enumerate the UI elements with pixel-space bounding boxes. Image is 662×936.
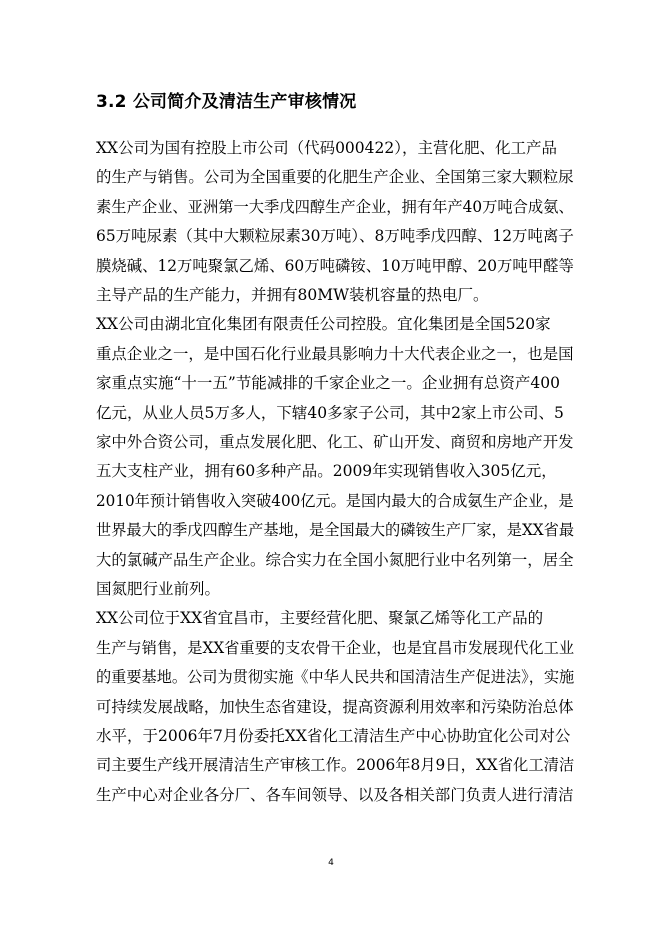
paragraph-2-line-4: 亿元，从业人员5万多人，下辖40多家子公司，其中2家上市公司、5	[96, 403, 564, 422]
paragraph-1-line-2: 的生产与销售。公司为全国重要的化肥生产企业、全国第三家大颗粒尿	[96, 168, 574, 187]
paragraph-1-line-6: 主导产品的生产能力，并拥有80MW装机容量的热电厂。	[96, 286, 489, 304]
paragraph-3-line-3: 的重要基地。公司为贯彻实施《中华人民共和国清洁生产促进法》，实施	[96, 668, 575, 687]
paragraph-2-line-5: 家中外合资公司，重点发展化肥、化工、矿山开发、商贸和房地产开发	[96, 433, 574, 451]
paragraph-1-line-3: 素生产企业、亚洲第一大季戊四醇生产企业，拥有年产40万吨合成氨、	[96, 197, 574, 216]
paragraph-2-line-9: 大的氯碱产品生产企业。综合实力在全国小氮肥行业中名列第一，居全	[96, 550, 574, 569]
paragraph-2-line-10: 国氮肥行业前列。	[96, 580, 221, 598]
paragraph-3-line-5: 水平，于2006年7月份委托XX省化工清洁生产中心协助宜化公司对公	[96, 727, 571, 745]
paragraph-1-line-5: 膜烧碱、12万吨聚氯乙烯、60万吨磷铵、10万吨甲醇、20万吨甲醛等	[96, 256, 574, 275]
paragraph-2-line-8: 世界最大的季戊四醇生产基地，是全国最大的磷铵生产厂家，是XX省最	[96, 521, 575, 540]
paragraph-2-line-7: 2010年预计销售收入突破400亿元。是国内最大的合成氨生产企业，是	[96, 491, 574, 510]
paragraph-3-line-4: 可持续发展战略，加快生态省建设，提高资源利用效率和污染防治总体	[96, 697, 574, 716]
paragraph-3-line-6: 司主要生产线开展清洁生产审核工作。2006年8月9日，XX省化工清洁	[96, 756, 575, 775]
section-heading: 3.2 公司简介及清洁生产审核情况	[96, 92, 357, 112]
paragraph-3-line-1: XX公司位于XX省宜昌市，主要经营化肥、聚氯乙烯等化工产品的	[96, 609, 544, 628]
paragraph-2-line-2: 重点企业之一，是中国石化行业最具影响力十大代表企业之一，也是国	[96, 344, 574, 363]
paragraph-1-line-4: 65万吨尿素（其中大颗粒尿素30万吨）、8万吨季戊四醇、12万吨离子	[96, 227, 574, 246]
page-number: 4	[328, 858, 334, 868]
paragraph-1-line-1: XX公司为国有控股上市公司（代码000422），主营化肥、化工产品	[96, 139, 557, 157]
paragraph-2-line-6: 五大支柱产业，拥有60多种产品。2009年实现销售收入305亿元，	[96, 462, 557, 481]
paragraph-2-line-3: 家重点实施“十一五”节能减排的千家企业之一。企业拥有总资产400	[96, 374, 560, 393]
paragraph-2-line-1: XX公司由湖北宜化集团有限责任公司控股。宜化集团是全国520家	[96, 315, 551, 334]
paragraph-3-line-7: 生产中心对企业各分厂、各车间领导、以及各相关部门负责人进行清洁	[96, 785, 574, 804]
paragraph-3-line-2: 生产与销售，是XX省重要的支农骨干企业，也是宜昌市发展现代化工业	[96, 638, 575, 657]
